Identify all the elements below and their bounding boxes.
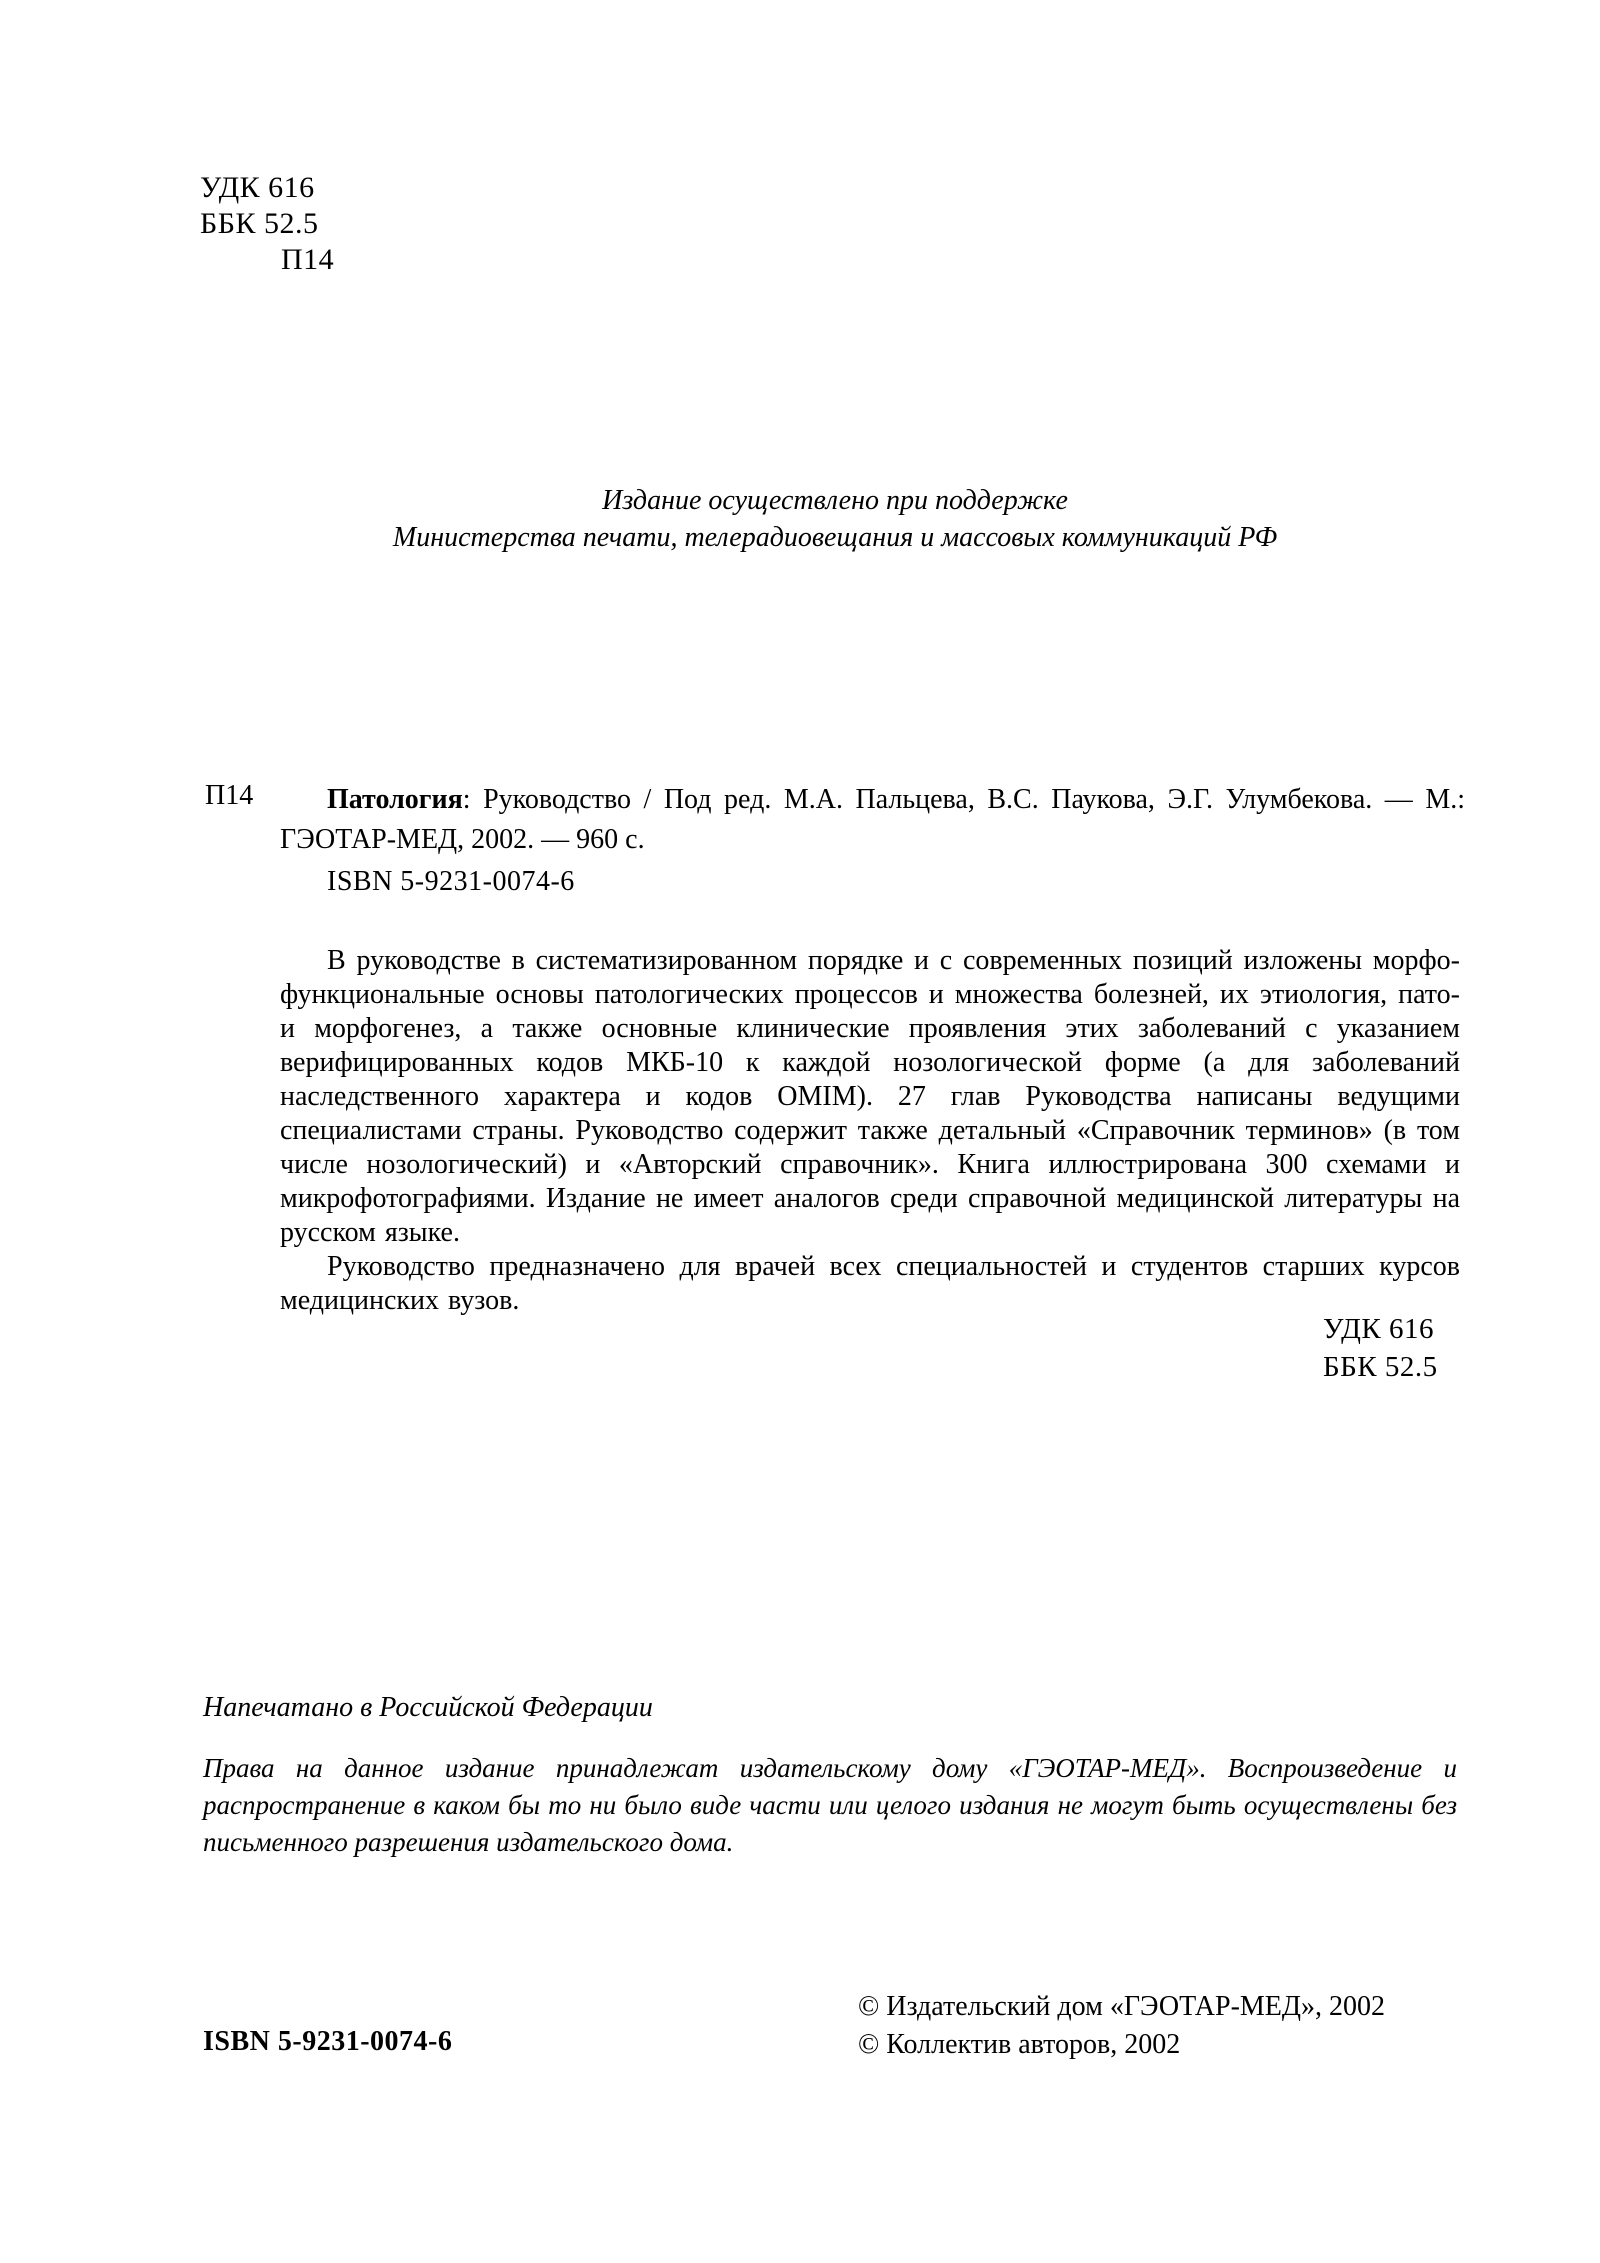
author-sign: П14 (281, 243, 335, 276)
copyright-publisher: © Издательский дом «ГЭОТАР-МЕД», 2002 (858, 1991, 1385, 2022)
catalog-entry-isbn: ISBN 5-9231-0074-6 (327, 866, 575, 897)
annotation-paragraph-2: Руководство предназначено для врачей всех специальностей и студентов старших курсов медицинских вузов. (280, 1251, 1460, 1316)
support-note (200, 482, 1470, 556)
top-cataloguing-codes (200, 170, 334, 278)
catalog-entry-author-sign: П14 (205, 780, 254, 811)
bottom-isbn: ISBN 5-9231-0074-6 (203, 2026, 453, 2057)
udk-code-repeat: УДК 616 (1323, 1313, 1434, 1345)
catalog-entry-description: : Руководство / Под ред. М.А. Пальцева, В.С. Паукова, Э.Г. Улумбекова. — М.: ГЭОТАР-МЕД, 2002. — 960 с. (280, 784, 1465, 855)
copyright-authors: © Коллектив авторов, 2002 (858, 2029, 1181, 2060)
printed-in-note: Напечатано в Российской Федерации (203, 1692, 653, 1723)
bbk-code: ББК 52.5 (200, 207, 319, 240)
catalog-entry-title: Патология (327, 784, 463, 815)
annotation-block (280, 944, 1460, 1318)
annotation-paragraph-1: В руководстве в систематизированном порядке и с современных позиций изложены морфо-функциональные основы патологических процессов и множества болезней, их этиология, пато- и морфогенез, а также основные клинические проявления этих заболеваний с указанием верифицированных кодов МКБ-10 к каждой нозологической форме (а для заболеваний наследственного характера и кодов OMIM). 27 глав Руководства написаны ведущими специалистами страны. Руководство содержит также детальный «Справочник терминов» (в том числе нозологический) и «Авторский справочник». Книга иллюстрирована 300 схемами и микрофотографиями. Издание не имеет аналогов среди справочной медицинской литературы на русском языке. (280, 945, 1460, 1248)
support-note-line2: Министерства печати, телерадиовещания и массовых коммуникаций РФ (392, 522, 1278, 553)
support-note-line1: Издание осуществлено при поддержке (602, 485, 1068, 516)
udk-code: УДК 616 (200, 171, 315, 204)
codes-after-annotation (1323, 1310, 1438, 1386)
catalog-entry-text (280, 780, 1465, 860)
bbk-code-repeat: ББК 52.5 (1323, 1351, 1438, 1383)
rights-notice: Права на данное издание принадлежат издательскому дому «ГЭОТАР-МЕД». Воспроизведение и распространение в каком бы то ни было виде части или целого издания не могут быть осуществлены без письменного разрешения издательского дома. (203, 1753, 1457, 1857)
copyright-block (858, 1988, 1385, 2064)
